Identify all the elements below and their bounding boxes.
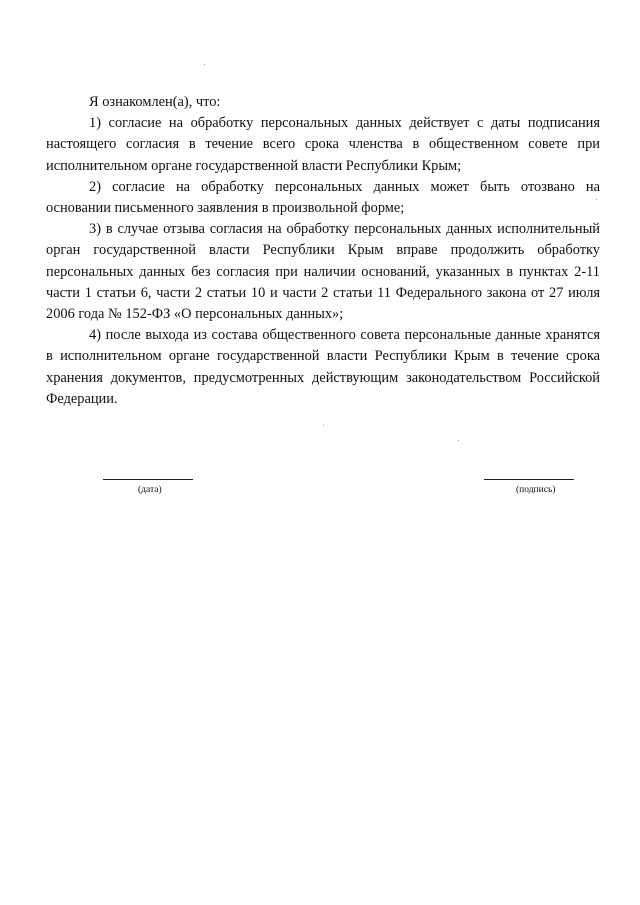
signature-caption: (подпись): [516, 485, 556, 495]
consent-paragraph-1: 1) согласие на обработку персональных данных действует с даты подписания настоящего согласия в течение всего срока членства в общественном совете при исполнительном органе государственной власти Республики Крым;: [46, 115, 600, 174]
date-caption: (дата): [138, 485, 162, 495]
consent-paragraph-2: 2) согласие на обработку персональных данных может быть отозвано на основании письменного заявления в произвольной форме;: [46, 178, 600, 217]
consent-paragraph-4: 4) после выхода из состава общественного совета персональные данные хранятся в исполнительном органе государственной власти Республики Крым в течение срока хранения документов, предусмотренных действующим законодательством Российской Федерации.: [46, 327, 600, 407]
consent-paragraph-3: 3) в случае отзыва согласия на обработку персональных данных исполнительный орган государственной власти Республики Крым вправе продолжить обработку персональных данных без согласия при наличии оснований, указанных в пунктах 2-11 части 1 статьи 6, части 2 статьи 10 и части 2 статьи 11 Федерального закона от 27 июля 2006 года № 152-ФЗ «О персональных данных»;: [46, 221, 600, 323]
intro-line: Я ознакомлен(а), что:: [89, 94, 221, 110]
scan-speck: [323, 425, 324, 426]
date-line: [103, 479, 193, 480]
scan-speck: [458, 440, 459, 441]
signature-line: [484, 479, 574, 480]
consent-text: [46, 92, 600, 410]
scan-speck: [204, 64, 205, 65]
